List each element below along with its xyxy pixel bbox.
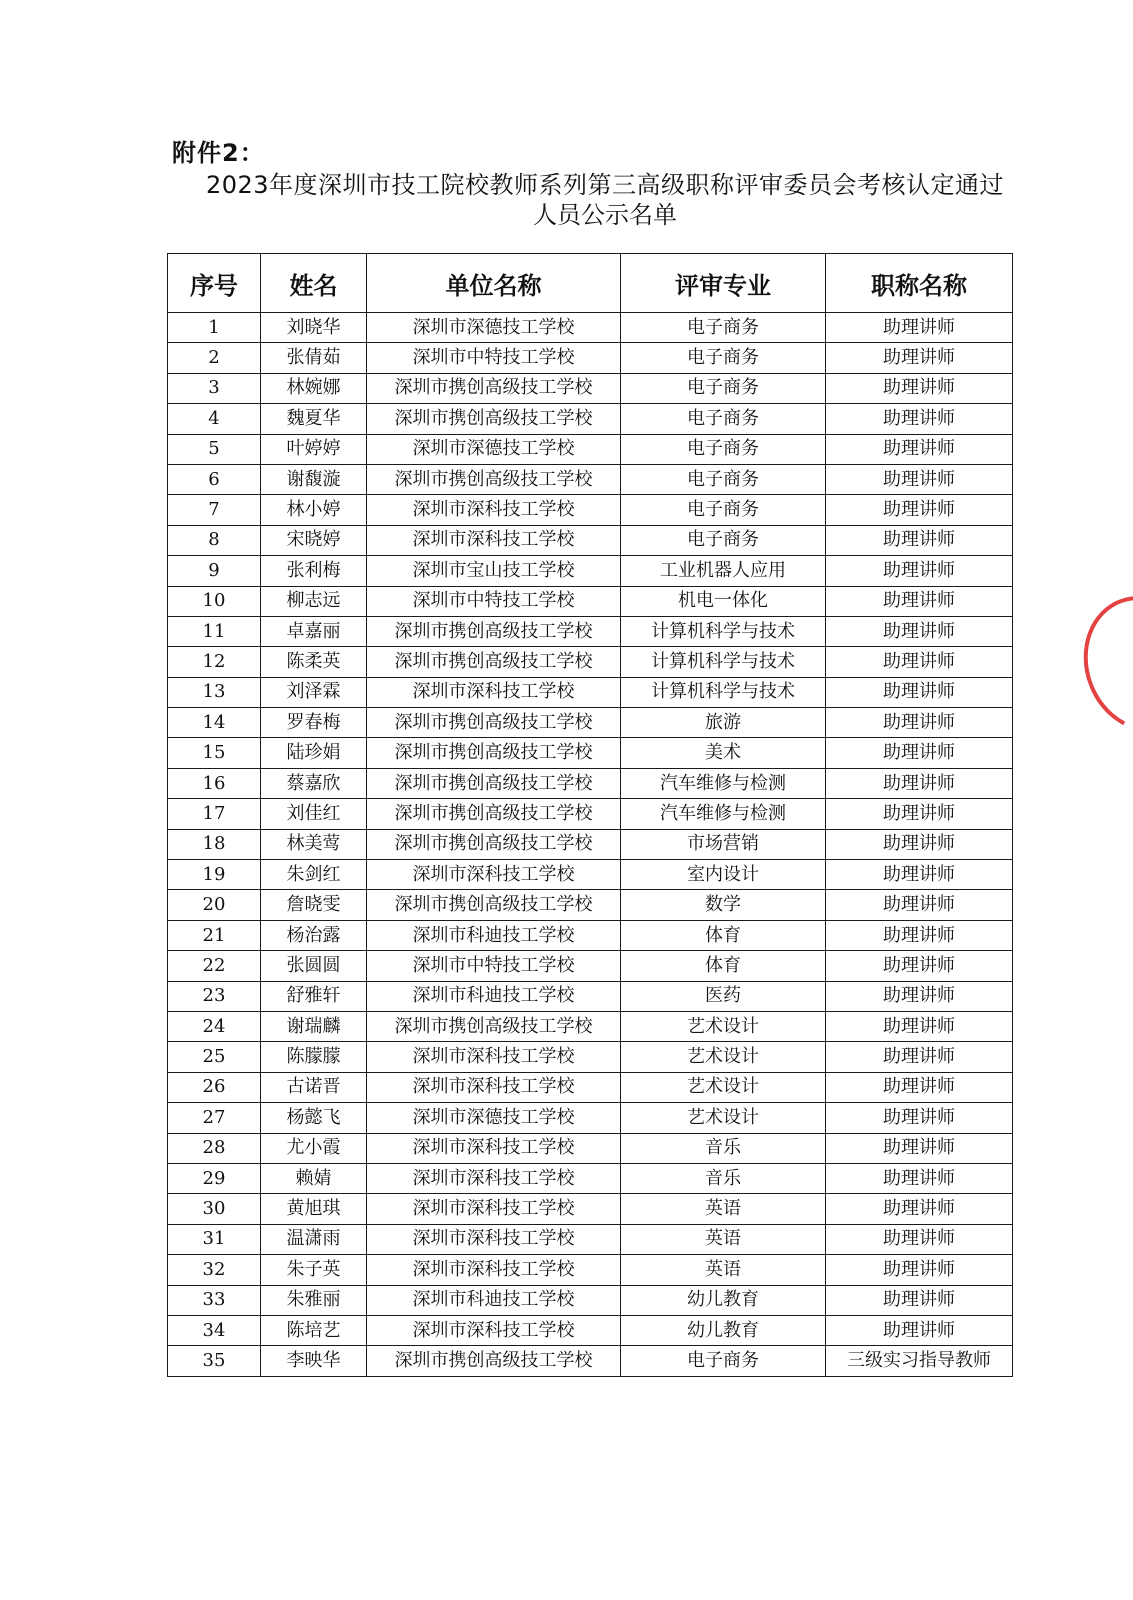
cell-title: 助理讲师	[826, 768, 1013, 798]
cell-index: 15	[168, 738, 261, 768]
cell-unit: 深圳市中特技工学校	[367, 586, 621, 616]
table-row	[168, 1163, 1013, 1193]
cell-name: 朱雅丽	[261, 1285, 367, 1315]
cell-index: 29	[168, 1163, 261, 1193]
cell-title: 助理讲师	[826, 1255, 1013, 1285]
table-row	[168, 1133, 1013, 1163]
cell-title: 助理讲师	[826, 708, 1013, 738]
cell-unit: 深圳市深科技工学校	[367, 677, 621, 707]
cell-name: 蔡嘉欣	[261, 768, 367, 798]
cell-specialty: 英语	[621, 1224, 826, 1254]
cell-unit: 深圳市深德技工学校	[367, 434, 621, 464]
table-row	[168, 1011, 1013, 1041]
table-row	[168, 829, 1013, 859]
cell-index: 4	[168, 404, 261, 434]
cell-unit: 深圳市携创高级技工学校	[367, 829, 621, 859]
header-index: 序号	[168, 254, 261, 313]
cell-specialty: 英语	[621, 1255, 826, 1285]
cell-index: 3	[168, 373, 261, 403]
table-row	[168, 677, 1013, 707]
personnel-table	[167, 253, 1013, 1377]
cell-specialty: 体育	[621, 951, 826, 981]
cell-specialty: 英语	[621, 1194, 826, 1224]
cell-title: 助理讲师	[826, 556, 1013, 586]
cell-index: 2	[168, 343, 261, 373]
cell-specialty: 艺术设计	[621, 1072, 826, 1102]
cell-index: 17	[168, 799, 261, 829]
attachment-label: 附件2：	[172, 139, 265, 167]
cell-name: 罗春梅	[261, 708, 367, 738]
cell-title: 助理讲师	[826, 1285, 1013, 1315]
cell-unit: 深圳市携创高级技工学校	[367, 616, 621, 646]
cell-title: 助理讲师	[826, 1224, 1013, 1254]
cell-specialty: 电子商务	[621, 525, 826, 555]
table-row	[168, 343, 1013, 373]
cell-index: 10	[168, 586, 261, 616]
cell-title: 助理讲师	[826, 1072, 1013, 1102]
cell-title: 助理讲师	[826, 1163, 1013, 1193]
table-row	[168, 464, 1013, 494]
cell-title: 助理讲师	[826, 525, 1013, 555]
cell-specialty: 艺术设计	[621, 1011, 826, 1041]
cell-unit: 深圳市携创高级技工学校	[367, 1346, 621, 1376]
cell-index: 11	[168, 616, 261, 646]
table-row	[168, 860, 1013, 890]
table-row	[168, 404, 1013, 434]
cell-index: 8	[168, 525, 261, 555]
cell-title: 助理讲师	[826, 1011, 1013, 1041]
cell-name: 黄旭琪	[261, 1194, 367, 1224]
cell-specialty: 艺术设计	[621, 1103, 826, 1133]
cell-unit: 深圳市深德技工学校	[367, 1103, 621, 1133]
table-header-row	[168, 254, 1013, 313]
cell-unit: 深圳市携创高级技工学校	[367, 647, 621, 677]
cell-name: 杨懿飞	[261, 1103, 367, 1133]
cell-unit: 深圳市深科技工学校	[367, 1133, 621, 1163]
table-row	[168, 1346, 1013, 1376]
table-row	[168, 556, 1013, 586]
cell-title: 助理讲师	[826, 920, 1013, 950]
table-row	[168, 920, 1013, 950]
cell-unit: 深圳市携创高级技工学校	[367, 464, 621, 494]
document-title-line-1: 2023年度深圳市技工院校教师系列第三高级职称评审委员会考核认定通过	[205, 171, 1005, 199]
official-seal-fragment	[1065, 579, 1133, 749]
cell-unit: 深圳市深科技工学校	[367, 860, 621, 890]
cell-name: 古诺晋	[261, 1072, 367, 1102]
table-row	[168, 1103, 1013, 1133]
table-row	[168, 1194, 1013, 1224]
cell-index: 20	[168, 890, 261, 920]
cell-specialty: 美术	[621, 738, 826, 768]
cell-name: 柳志远	[261, 586, 367, 616]
cell-index: 1	[168, 313, 261, 343]
cell-title: 助理讲师	[826, 829, 1013, 859]
table-row	[168, 434, 1013, 464]
cell-name: 林小婷	[261, 495, 367, 525]
cell-specialty: 机电一体化	[621, 586, 826, 616]
cell-name: 赖婧	[261, 1163, 367, 1193]
cell-index: 34	[168, 1315, 261, 1345]
cell-specialty: 数学	[621, 890, 826, 920]
table-row	[168, 647, 1013, 677]
cell-title: 助理讲师	[826, 738, 1013, 768]
cell-name: 魏夏华	[261, 404, 367, 434]
table-row	[168, 586, 1013, 616]
cell-index: 32	[168, 1255, 261, 1285]
cell-name: 尤小霞	[261, 1133, 367, 1163]
cell-name: 陈培艺	[261, 1315, 367, 1345]
cell-title: 助理讲师	[826, 860, 1013, 890]
cell-index: 13	[168, 677, 261, 707]
cell-index: 12	[168, 647, 261, 677]
cell-unit: 深圳市携创高级技工学校	[367, 738, 621, 768]
cell-title: 助理讲师	[826, 951, 1013, 981]
table-row	[168, 1072, 1013, 1102]
cell-index: 6	[168, 464, 261, 494]
table-row	[168, 313, 1013, 343]
cell-title: 助理讲师	[826, 616, 1013, 646]
cell-specialty: 音乐	[621, 1163, 826, 1193]
cell-specialty: 汽车维修与检测	[621, 799, 826, 829]
cell-name: 陈柔英	[261, 647, 367, 677]
cell-unit: 深圳市携创高级技工学校	[367, 708, 621, 738]
table-row	[168, 1255, 1013, 1285]
cell-specialty: 电子商务	[621, 343, 826, 373]
cell-specialty: 电子商务	[621, 404, 826, 434]
cell-unit: 深圳市深科技工学校	[367, 1315, 621, 1345]
cell-unit: 深圳市深科技工学校	[367, 1255, 621, 1285]
table-body	[168, 313, 1013, 1377]
cell-name: 詹晓雯	[261, 890, 367, 920]
cell-title: 助理讲师	[826, 981, 1013, 1011]
cell-specialty: 幼儿教育	[621, 1285, 826, 1315]
cell-title: 助理讲师	[826, 586, 1013, 616]
cell-title: 助理讲师	[826, 1315, 1013, 1345]
cell-name: 谢瑞麟	[261, 1011, 367, 1041]
cell-index: 35	[168, 1346, 261, 1376]
cell-index: 27	[168, 1103, 261, 1133]
cell-unit: 深圳市深科技工学校	[367, 1194, 621, 1224]
header-title: 职称名称	[826, 254, 1013, 313]
cell-unit: 深圳市深科技工学校	[367, 495, 621, 525]
table-row	[168, 890, 1013, 920]
cell-name: 陈朦朦	[261, 1042, 367, 1072]
cell-index: 33	[168, 1285, 261, 1315]
cell-unit: 深圳市中特技工学校	[367, 343, 621, 373]
cell-index: 23	[168, 981, 261, 1011]
cell-unit: 深圳市深科技工学校	[367, 1163, 621, 1193]
cell-specialty: 电子商务	[621, 373, 826, 403]
table-row	[168, 981, 1013, 1011]
cell-title: 助理讲师	[826, 434, 1013, 464]
cell-title: 助理讲师	[826, 313, 1013, 343]
cell-specialty: 电子商务	[621, 1346, 826, 1376]
table-row	[168, 768, 1013, 798]
cell-index: 30	[168, 1194, 261, 1224]
table-row	[168, 1042, 1013, 1072]
cell-specialty: 工业机器人应用	[621, 556, 826, 586]
cell-specialty: 室内设计	[621, 860, 826, 890]
cell-unit: 深圳市科迪技工学校	[367, 920, 621, 950]
cell-specialty: 旅游	[621, 708, 826, 738]
table-row	[168, 738, 1013, 768]
cell-title: 三级实习指导教师	[826, 1346, 1013, 1376]
cell-title: 助理讲师	[826, 677, 1013, 707]
cell-title: 助理讲师	[826, 1103, 1013, 1133]
cell-name: 舒雅轩	[261, 981, 367, 1011]
cell-title: 助理讲师	[826, 343, 1013, 373]
cell-unit: 深圳市携创高级技工学校	[367, 373, 621, 403]
cell-unit: 深圳市宝山技工学校	[367, 556, 621, 586]
cell-specialty: 电子商务	[621, 434, 826, 464]
cell-index: 14	[168, 708, 261, 738]
cell-index: 25	[168, 1042, 261, 1072]
cell-name: 林婉娜	[261, 373, 367, 403]
cell-unit: 深圳市中特技工学校	[367, 951, 621, 981]
cell-specialty: 电子商务	[621, 464, 826, 494]
cell-title: 助理讲师	[826, 647, 1013, 677]
header-unit: 单位名称	[367, 254, 621, 313]
cell-name: 杨治露	[261, 920, 367, 950]
cell-specialty: 汽车维修与检测	[621, 768, 826, 798]
table-row	[168, 525, 1013, 555]
header-name: 姓名	[261, 254, 367, 313]
cell-unit: 深圳市携创高级技工学校	[367, 799, 621, 829]
table-row	[168, 1315, 1013, 1345]
cell-name: 叶婷婷	[261, 434, 367, 464]
cell-name: 陆珍娟	[261, 738, 367, 768]
cell-name: 宋晓婷	[261, 525, 367, 555]
cell-title: 助理讲师	[826, 1042, 1013, 1072]
cell-unit: 深圳市深科技工学校	[367, 1224, 621, 1254]
cell-name: 温潇雨	[261, 1224, 367, 1254]
cell-name: 朱剑红	[261, 860, 367, 890]
table-row	[168, 373, 1013, 403]
cell-specialty: 体育	[621, 920, 826, 950]
cell-name: 张圆圆	[261, 951, 367, 981]
cell-index: 24	[168, 1011, 261, 1041]
header-specialty: 评审专业	[621, 254, 826, 313]
table-row	[168, 495, 1013, 525]
cell-name: 张倩茹	[261, 343, 367, 373]
cell-name: 朱子英	[261, 1255, 367, 1285]
cell-unit: 深圳市科迪技工学校	[367, 981, 621, 1011]
cell-index: 26	[168, 1072, 261, 1102]
cell-index: 22	[168, 951, 261, 981]
cell-unit: 深圳市科迪技工学校	[367, 1285, 621, 1315]
cell-title: 助理讲师	[826, 495, 1013, 525]
cell-specialty: 医药	[621, 981, 826, 1011]
table-row	[168, 1224, 1013, 1254]
cell-index: 5	[168, 434, 261, 464]
cell-name: 刘泽霖	[261, 677, 367, 707]
document-title-line-2: 人员公示名单	[533, 201, 677, 229]
cell-unit: 深圳市携创高级技工学校	[367, 890, 621, 920]
cell-index: 21	[168, 920, 261, 950]
cell-index: 7	[168, 495, 261, 525]
cell-index: 9	[168, 556, 261, 586]
cell-unit: 深圳市携创高级技工学校	[367, 404, 621, 434]
cell-index: 31	[168, 1224, 261, 1254]
cell-name: 卓嘉丽	[261, 616, 367, 646]
cell-specialty: 计算机科学与技术	[621, 647, 826, 677]
cell-name: 谢馥漩	[261, 464, 367, 494]
cell-specialty: 计算机科学与技术	[621, 677, 826, 707]
cell-specialty: 艺术设计	[621, 1042, 826, 1072]
cell-name: 刘晓华	[261, 313, 367, 343]
table-row	[168, 799, 1013, 829]
cell-unit: 深圳市携创高级技工学校	[367, 768, 621, 798]
cell-specialty: 音乐	[621, 1133, 826, 1163]
cell-name: 张利梅	[261, 556, 367, 586]
cell-unit: 深圳市深德技工学校	[367, 313, 621, 343]
cell-unit: 深圳市深科技工学校	[367, 1072, 621, 1102]
cell-title: 助理讲师	[826, 890, 1013, 920]
cell-specialty: 电子商务	[621, 313, 826, 343]
cell-specialty: 市场营销	[621, 829, 826, 859]
cell-title: 助理讲师	[826, 373, 1013, 403]
cell-title: 助理讲师	[826, 799, 1013, 829]
cell-unit: 深圳市深科技工学校	[367, 1042, 621, 1072]
cell-name: 林美莺	[261, 829, 367, 859]
cell-index: 28	[168, 1133, 261, 1163]
table-row	[168, 1285, 1013, 1315]
table-row	[168, 708, 1013, 738]
cell-name: 李映华	[261, 1346, 367, 1376]
cell-specialty: 计算机科学与技术	[621, 616, 826, 646]
cell-specialty: 电子商务	[621, 495, 826, 525]
cell-index: 18	[168, 829, 261, 859]
cell-title: 助理讲师	[826, 1194, 1013, 1224]
cell-name: 刘佳红	[261, 799, 367, 829]
table-row	[168, 616, 1013, 646]
cell-title: 助理讲师	[826, 404, 1013, 434]
cell-unit: 深圳市深科技工学校	[367, 525, 621, 555]
cell-title: 助理讲师	[826, 1133, 1013, 1163]
cell-unit: 深圳市携创高级技工学校	[367, 1011, 621, 1041]
cell-index: 16	[168, 768, 261, 798]
cell-index: 19	[168, 860, 261, 890]
cell-title: 助理讲师	[826, 464, 1013, 494]
table-row	[168, 951, 1013, 981]
cell-specialty: 幼儿教育	[621, 1315, 826, 1345]
